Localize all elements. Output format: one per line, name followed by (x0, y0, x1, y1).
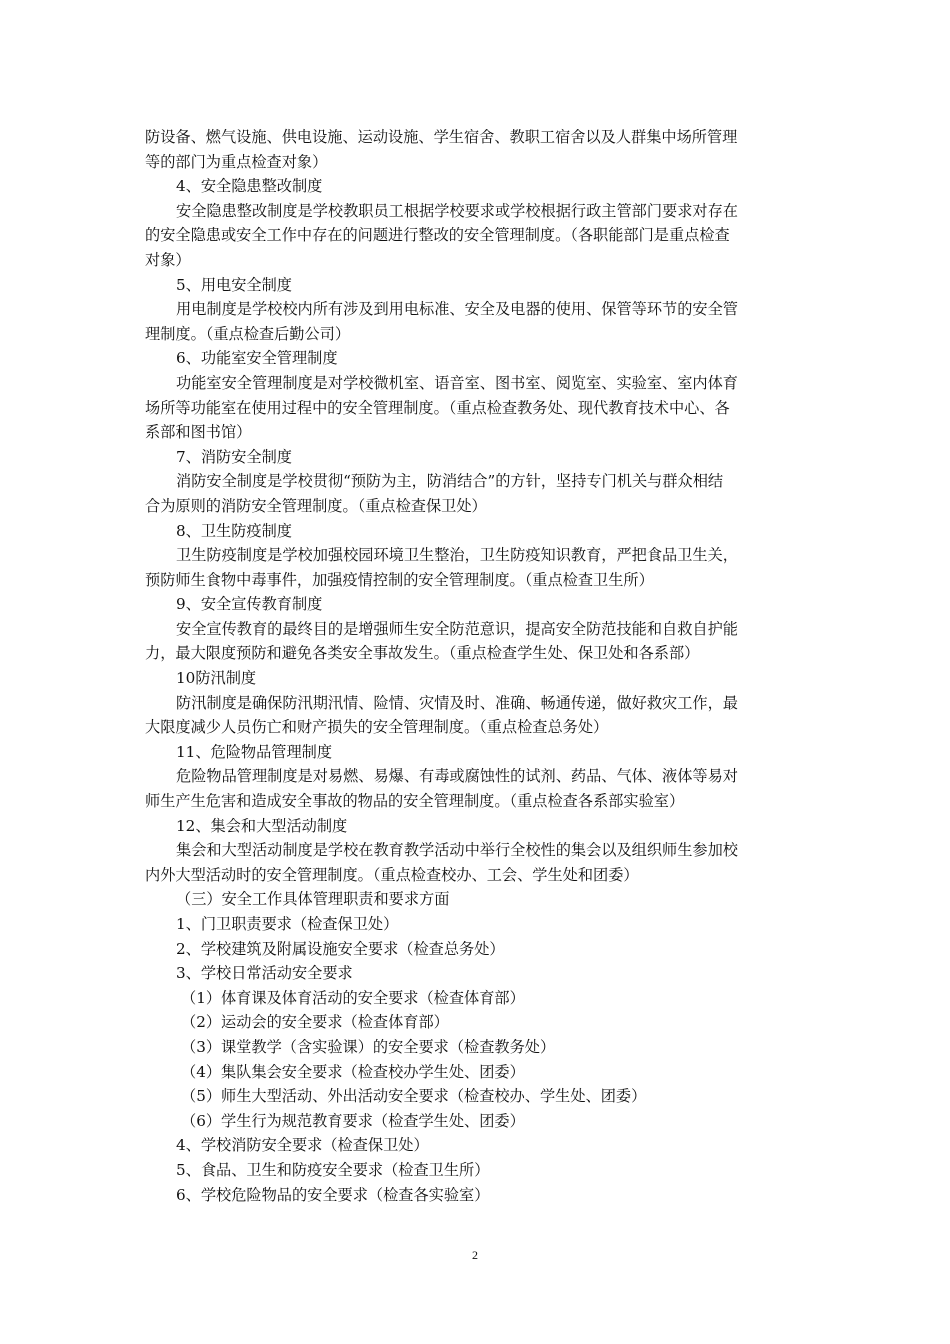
text-line: （5）师生大型活动、外出活动安全要求（检查校办、学生处、团委） (181, 1087, 647, 1106)
document-body (145, 125, 807, 1207)
text-line: 11、危险物品管理制度 (176, 742, 333, 761)
text-line: 9、安全宣传教育制度 (176, 595, 323, 614)
text-line: 用电制度是学校校内所有涉及到用电标准、安全及电器的使用、保管等环节的安全管 (176, 300, 738, 319)
text-line: （6）学生行为规范教育要求（检查学生处、团委） (181, 1111, 525, 1130)
text-line: 对象） (145, 250, 191, 269)
text-line: 内外大型活动时的安全管理制度。（重点检查校办、工会、学生处和团委） (145, 865, 639, 884)
text-line: 集会和大型活动制度是学校在教育教学活动中举行全校性的集会以及组织师生参加校 (176, 841, 738, 860)
text-line: （2）运动会的安全要求（检查体育部） (181, 1013, 449, 1032)
text-line: 功能室安全管理制度是对学校微机室、语音室、图书室、阅览室、实验室、室内体育 (176, 373, 738, 392)
text-line: 安全隐患整改制度是学校教职员工根据学校要求或学校根据行政主管部门要求对存在 (176, 201, 738, 220)
text-line: （1）体育课及体育活动的安全要求（检查体育部） (181, 988, 525, 1007)
text-line: 7、消防安全制度 (176, 447, 292, 466)
text-line: 消防安全制度是学校贯彻“预防为主，防消结合”的方针，坚持专门机关与群众相结 (176, 472, 724, 491)
text-line: 安全宣传教育的最终目的是增强师生安全防范意识，提高安全防范技能和自救自护能 (176, 619, 738, 638)
text-line: 5、食品、卫生和防疫安全要求（检查卫生所） (176, 1160, 490, 1179)
text-line: 系部和图书馆） (145, 423, 252, 442)
text-line: 等的部门为重点检查对象） (145, 152, 328, 171)
text-line: 理制度。（重点检查后勤公司） (145, 324, 351, 343)
text-line: 4、安全隐患整改制度 (176, 177, 323, 196)
text-line: 3、学校日常活动安全要求 (176, 964, 353, 983)
text-line: （3）课堂教学（含实验课）的安全要求（检查教务处） (181, 1037, 556, 1056)
text-line: （4）集队集会安全要求（检查校办学生处、团委） (181, 1062, 525, 1081)
text-line: 预防师生食物中毒事件，加强疫情控制的安全管理制度。（重点检查卫生所） (145, 570, 654, 589)
text-line: 2、学校建筑及附属设施安全要求（检查总务处） (176, 939, 505, 958)
text-line: 1、门卫职责要求（检查保卫处） (176, 915, 399, 933)
text-line: 的安全隐患或安全工作中存在的问题进行整改的安全管理制度。（各职能部门是重点检查 (145, 226, 730, 245)
text-line: 大限度减少人员伤亡和财产损失的安全管理制度。（重点检查总务处） (145, 718, 609, 737)
page-number: 2 (472, 1248, 478, 1262)
text-line: 卫生防疫制度是学校加强校园环境卫生整治，卫生防疫知识教育，严把食品卫生关， (176, 546, 738, 565)
text-line: 师生产生危害和造成安全事故的物品的安全管理制度。（重点检查各系部实验室） (145, 792, 685, 811)
text-line: 5、用电安全制度 (176, 275, 292, 294)
text-line: 6、学校危险物品的安全要求（检查各实验室） (176, 1185, 490, 1204)
text-line: 防汛制度是确保防汛期汛情、险情、灾情及时、准确、畅通传递，做好救灾工作，最 (176, 693, 738, 712)
text-line: 4、学校消防安全要求（检查保卫处） (176, 1136, 429, 1155)
text-line: （三）安全工作具体管理职责和要求方面 (176, 890, 450, 909)
text-line: 10防汛制度 (176, 669, 257, 688)
text-line: 8、卫生防疫制度 (176, 521, 292, 540)
text-line: 危险物品管理制度是对易燃、易爆、有毒或腐蚀性的试剂、药品、气体、液体等易对 (176, 767, 738, 786)
text-line: 6、功能室安全管理制度 (176, 349, 338, 368)
text-line: 场所等功能室在使用过程中的安全管理制度。（重点检查教务处、现代教育技术中心、各 (145, 398, 730, 417)
text-line: 力，最大限度预防和避免各类安全事故发生。（重点检查学生处、保卫处和各系部） (145, 644, 700, 663)
text-line: 12、集会和大型活动制度 (176, 816, 348, 835)
text-line: 防设备、燃气设施、供电设施、运动设施、学生宿舍、教职工宿舍以及人群集中场所管理 (145, 128, 738, 146)
text-line: 合为原则的消防安全管理制度。（重点检查保卫处） (145, 496, 487, 515)
